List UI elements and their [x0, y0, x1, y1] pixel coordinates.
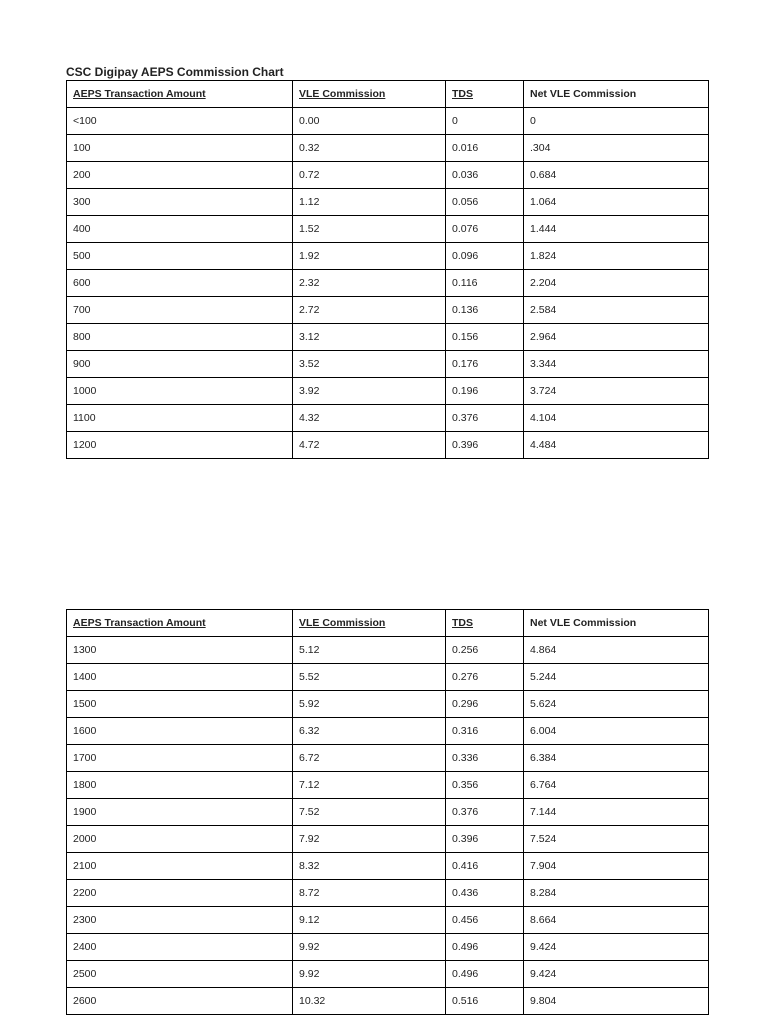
- cell-transaction-amount: 1500: [67, 691, 293, 718]
- cell-transaction-amount: 1800: [67, 772, 293, 799]
- cell-tds: 0.496: [446, 961, 524, 988]
- cell-net-vle-commission: 0.684: [524, 162, 709, 189]
- cell-net-vle-commission: 9.424: [524, 961, 709, 988]
- cell-vle-commission: 7.52: [293, 799, 446, 826]
- cell-vle-commission: 5.92: [293, 691, 446, 718]
- table-row: [67, 135, 709, 162]
- cell-vle-commission: 7.12: [293, 772, 446, 799]
- table-row: [67, 216, 709, 243]
- column-header-transaction-amount: AEPS Transaction Amount: [67, 610, 293, 637]
- cell-net-vle-commission: 4.484: [524, 432, 709, 459]
- cell-transaction-amount: 1900: [67, 799, 293, 826]
- table-row: [67, 907, 709, 934]
- table-row: [67, 691, 709, 718]
- cell-vle-commission: 4.72: [293, 432, 446, 459]
- column-header-net-vle-commission: Net VLE Commission: [524, 81, 709, 108]
- cell-net-vle-commission: 6.764: [524, 772, 709, 799]
- cell-tds: 0.416: [446, 853, 524, 880]
- cell-vle-commission: 6.32: [293, 718, 446, 745]
- cell-tds: 0.056: [446, 189, 524, 216]
- table-header-row: [67, 81, 709, 108]
- table-body: [67, 108, 709, 459]
- table-row: [67, 772, 709, 799]
- cell-vle-commission: 5.12: [293, 637, 446, 664]
- table-row: [67, 799, 709, 826]
- cell-tds: 0.396: [446, 432, 524, 459]
- cell-tds: 0.276: [446, 664, 524, 691]
- cell-tds: 0.176: [446, 351, 524, 378]
- table-row: [67, 961, 709, 988]
- cell-tds: 0.076: [446, 216, 524, 243]
- table-row: [67, 637, 709, 664]
- column-header-vle-commission: VLE Commission: [293, 81, 446, 108]
- cell-net-vle-commission: 8.664: [524, 907, 709, 934]
- cell-vle-commission: 6.72: [293, 745, 446, 772]
- cell-tds: 0.256: [446, 637, 524, 664]
- table-row: [67, 243, 709, 270]
- cell-net-vle-commission: 3.344: [524, 351, 709, 378]
- cell-tds: 0.436: [446, 880, 524, 907]
- cell-vle-commission: 3.52: [293, 351, 446, 378]
- table-row: [67, 718, 709, 745]
- cell-tds: 0.016: [446, 135, 524, 162]
- cell-tds: 0.156: [446, 324, 524, 351]
- cell-net-vle-commission: 4.864: [524, 637, 709, 664]
- cell-tds: 0.376: [446, 405, 524, 432]
- cell-vle-commission: 2.32: [293, 270, 446, 297]
- cell-transaction-amount: 300: [67, 189, 293, 216]
- cell-transaction-amount: 2300: [67, 907, 293, 934]
- cell-net-vle-commission: 7.144: [524, 799, 709, 826]
- cell-transaction-amount: 1200: [67, 432, 293, 459]
- cell-net-vle-commission: 0: [524, 108, 709, 135]
- table-row: [67, 162, 709, 189]
- table-row: [67, 405, 709, 432]
- column-header-tds: TDS: [446, 610, 524, 637]
- cell-net-vle-commission: 7.524: [524, 826, 709, 853]
- cell-tds: 0.036: [446, 162, 524, 189]
- cell-tds: 0.196: [446, 378, 524, 405]
- cell-transaction-amount: 2000: [67, 826, 293, 853]
- cell-tds: 0.136: [446, 297, 524, 324]
- table-row: [67, 324, 709, 351]
- cell-vle-commission: 9.92: [293, 961, 446, 988]
- cell-transaction-amount: <100: [67, 108, 293, 135]
- cell-tds: 0.376: [446, 799, 524, 826]
- cell-net-vle-commission: 6.004: [524, 718, 709, 745]
- cell-vle-commission: 0.72: [293, 162, 446, 189]
- cell-vle-commission: 3.12: [293, 324, 446, 351]
- cell-net-vle-commission: 4.104: [524, 405, 709, 432]
- cell-net-vle-commission: 1.824: [524, 243, 709, 270]
- cell-transaction-amount: 500: [67, 243, 293, 270]
- cell-net-vle-commission: 8.284: [524, 880, 709, 907]
- table-row: [67, 432, 709, 459]
- table-row: [67, 934, 709, 961]
- table-row: [67, 108, 709, 135]
- cell-tds: 0.096: [446, 243, 524, 270]
- cell-tds: 0.116: [446, 270, 524, 297]
- cell-tds: 0.396: [446, 826, 524, 853]
- column-header-transaction-amount: AEPS Transaction Amount: [67, 81, 293, 108]
- cell-transaction-amount: 400: [67, 216, 293, 243]
- cell-transaction-amount: 2100: [67, 853, 293, 880]
- cell-tds: 0: [446, 108, 524, 135]
- cell-vle-commission: 8.72: [293, 880, 446, 907]
- cell-transaction-amount: 200: [67, 162, 293, 189]
- cell-transaction-amount: 2500: [67, 961, 293, 988]
- document-title: CSC Digipay AEPS Commission Chart: [66, 65, 284, 79]
- cell-net-vle-commission: 2.964: [524, 324, 709, 351]
- cell-vle-commission: 8.32: [293, 853, 446, 880]
- cell-tds: 0.456: [446, 907, 524, 934]
- table-row: [67, 880, 709, 907]
- table-row: [67, 826, 709, 853]
- table-row: [67, 270, 709, 297]
- cell-transaction-amount: 800: [67, 324, 293, 351]
- cell-transaction-amount: 900: [67, 351, 293, 378]
- table-row: [67, 664, 709, 691]
- cell-tds: 0.296: [446, 691, 524, 718]
- column-header-vle-commission: VLE Commission: [293, 610, 446, 637]
- cell-transaction-amount: 600: [67, 270, 293, 297]
- cell-net-vle-commission: 9.424: [524, 934, 709, 961]
- cell-transaction-amount: 2400: [67, 934, 293, 961]
- cell-vle-commission: 4.32: [293, 405, 446, 432]
- table-row: [67, 351, 709, 378]
- cell-net-vle-commission: 1.064: [524, 189, 709, 216]
- table-row: [67, 745, 709, 772]
- column-header-net-vle-commission: Net VLE Commission: [524, 610, 709, 637]
- cell-tds: 0.316: [446, 718, 524, 745]
- cell-transaction-amount: 2200: [67, 880, 293, 907]
- table-header-row: [67, 610, 709, 637]
- cell-net-vle-commission: 2.204: [524, 270, 709, 297]
- cell-vle-commission: 0.32: [293, 135, 446, 162]
- commission-table-1: [66, 80, 709, 459]
- cell-transaction-amount: 700: [67, 297, 293, 324]
- cell-transaction-amount: 1700: [67, 745, 293, 772]
- cell-transaction-amount: 2600: [67, 988, 293, 1015]
- cell-net-vle-commission: 5.624: [524, 691, 709, 718]
- cell-vle-commission: 1.92: [293, 243, 446, 270]
- column-header-tds: TDS: [446, 81, 524, 108]
- cell-net-vle-commission: .304: [524, 135, 709, 162]
- cell-vle-commission: 10.32: [293, 988, 446, 1015]
- table-row: [67, 988, 709, 1015]
- cell-tds: 0.516: [446, 988, 524, 1015]
- cell-transaction-amount: 1400: [67, 664, 293, 691]
- table-row: [67, 378, 709, 405]
- table-row: [67, 297, 709, 324]
- cell-tds: 0.336: [446, 745, 524, 772]
- cell-net-vle-commission: 2.584: [524, 297, 709, 324]
- cell-vle-commission: 3.92: [293, 378, 446, 405]
- cell-vle-commission: 1.52: [293, 216, 446, 243]
- cell-net-vle-commission: 9.804: [524, 988, 709, 1015]
- cell-tds: 0.496: [446, 934, 524, 961]
- cell-vle-commission: 2.72: [293, 297, 446, 324]
- cell-tds: 0.356: [446, 772, 524, 799]
- cell-transaction-amount: 100: [67, 135, 293, 162]
- cell-vle-commission: 1.12: [293, 189, 446, 216]
- cell-net-vle-commission: 5.244: [524, 664, 709, 691]
- cell-net-vle-commission: 7.904: [524, 853, 709, 880]
- cell-transaction-amount: 1600: [67, 718, 293, 745]
- cell-net-vle-commission: 6.384: [524, 745, 709, 772]
- cell-vle-commission: 7.92: [293, 826, 446, 853]
- cell-net-vle-commission: 1.444: [524, 216, 709, 243]
- cell-net-vle-commission: 3.724: [524, 378, 709, 405]
- table-body: [67, 637, 709, 1015]
- commission-table-2: [66, 609, 709, 1015]
- cell-vle-commission: 0.00: [293, 108, 446, 135]
- cell-transaction-amount: 1300: [67, 637, 293, 664]
- cell-vle-commission: 9.12: [293, 907, 446, 934]
- cell-transaction-amount: 1100: [67, 405, 293, 432]
- cell-vle-commission: 9.92: [293, 934, 446, 961]
- table-row: [67, 189, 709, 216]
- table-row: [67, 853, 709, 880]
- cell-transaction-amount: 1000: [67, 378, 293, 405]
- cell-vle-commission: 5.52: [293, 664, 446, 691]
